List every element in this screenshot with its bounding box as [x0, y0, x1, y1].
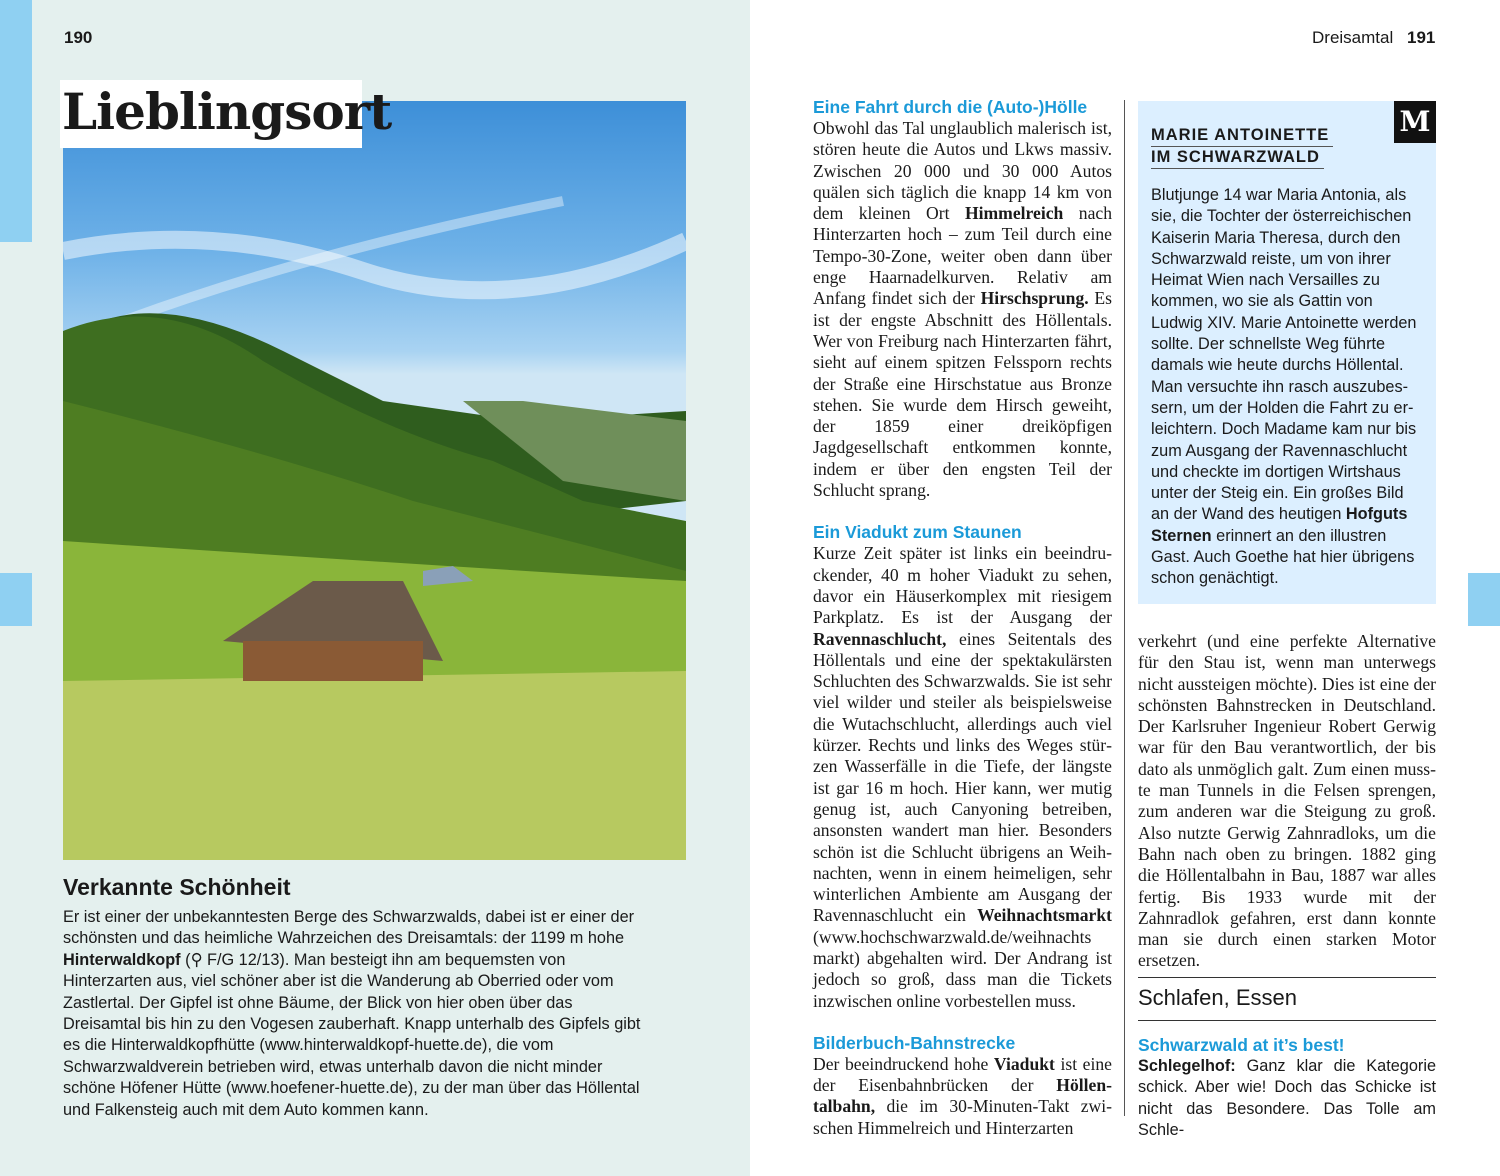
subsection-body — [813, 1054, 1112, 1139]
chapter-tab — [0, 0, 32, 242]
running-header: Dreisamtal — [1312, 28, 1394, 47]
page-number: 190 — [64, 28, 93, 47]
section-title: Schlafen, Essen — [1138, 985, 1297, 1010]
text-run: Obwohl das Tal unglaublich malerisch ist, stören heute die Autos und Lkws massiv. Zwischen 20 000 und 30 000 Autos quälen sich täglich die knapp 14 km von dem kleinen Ort — [813, 118, 1112, 224]
section-body — [63, 907, 653, 1121]
divider — [1138, 977, 1436, 978]
text-run: erinnert an den illustren Gast. Auch Goethe hat hier übrigens schon genächtigt. — [1151, 526, 1415, 588]
bold-term: Himmelreich — [964, 203, 1064, 224]
text-run: Es ist der engste Abschnitt des Höllentals. Wer von Freiburg nach Hinterzarten fährt, sieht auf einem spitzen Felssporn rechts der Straße eine Hirschstatue aus Bronze stehen. Sie wurde dem Hirsch geweiht, der 1859 einer dreiköpfigen Jagdgesellschaft entkommen konnte, indem er über den engsten Teil der Schlucht sprang. — [813, 288, 1113, 501]
listing-heading: Schwarzwald at it’s best! — [1138, 1035, 1345, 1055]
info-box-title — [1151, 125, 1333, 169]
info-box-title-line: MARIE ANTOINETTE — [1151, 125, 1333, 147]
text-run: Kurze Zeit später ist links ein beeindruckender, 40 m hoher Viadukt zu sehen, davor ein Häuserkomplex mit riesigem Parkplatz. Es ist der Ausgang der — [813, 543, 1112, 628]
bold-term: Ravennaschlucht, — [813, 628, 947, 649]
text-run: die im 30-Minuten-Takt zwischen Himmelreich und Hinterzarten — [813, 1096, 1112, 1138]
map-pin-icon: ⚲ — [190, 950, 203, 969]
subsection-heading: Bilderbuch-Bahnstrecke — [813, 1032, 1016, 1053]
listing — [1138, 1035, 1436, 1141]
text-run: ( — [180, 950, 191, 969]
middle-column — [813, 97, 1112, 1139]
info-box — [1138, 101, 1436, 604]
bold-term: Weihnachtsmarkt — [977, 905, 1112, 926]
landscape-photo — [63, 101, 686, 860]
right-column-text: verkehrt (und eine perfekte Alternative für den Stau ist, wenn man unterwegs nicht aussteigen möchte). Dies ist eine der schönsten Bahnstrecken in Deutschland. Der Karlsruher Ingenieur Robert Gerwig war für den Bau verantwortlich, der bis dato als unmöglich galt. Zum einen musste man Tunnels in die Felsen sprengen, zum anderen war die Steigung zu groß. Also nutzte Gerwig Zahnradloks, um die Bahn nach oben zu bringen. 1882 ging die Höllentalbahn in Bau, 1887 war alles fertig. Bis 1933 wurde mit der Zahnradlok gefahren, erst dann konnte man sie durch einen starken Motor ersetzen. — [1138, 631, 1436, 971]
text-run: Er ist einer der unbekanntesten Berge des Schwarzwalds, dabei ist er einer der schönsten und das heimliche Wahrzeichen des Dreisamtals: der 1199 m hohe — [63, 908, 635, 948]
page-number: 191 — [1407, 28, 1436, 47]
subsection-body — [813, 118, 1112, 501]
bold-term: Hofguts Sternen — [1151, 505, 1408, 545]
text-run: Ganz klar die Kategorie schick. Aber wie! Doch das Schicke ist nicht das Besondere. Das Tolle am Schle- — [1138, 1057, 1436, 1139]
page-title: Lieblingsort — [60, 80, 362, 148]
divider — [1138, 1020, 1436, 1021]
subsection-heading: Eine Fahrt durch die (Auto-)Hölle — [813, 97, 1088, 117]
bold-term: Hirschsprung. — [980, 288, 1089, 309]
text-run: (www.hochschwarzwald.de/weihnachts markt) abgehalten wird. Der Andrang ist jedoch so groß, dass man die Tickets inzwischen online vorbestellen muss. — [813, 926, 1112, 1011]
marco-polo-m-icon: M — [1394, 101, 1436, 143]
listing-text — [1138, 1056, 1436, 1141]
bold-term: Höllentalbahn, — [813, 1075, 1112, 1117]
text-run: Blutjunge 14 war Maria Antonia, als sie, die Tochter der österreichischen Kaiserin Maria Theresa, durch den Schwarzwald reiste, um von ihrer Heimat Wien nach Versailles zu kommen, wo sie als Gattin von Ludwig XIV. Marie Antoinette werden sollte. Der schnellste Weg führte damals wie heute durchs Höllental. Man versuchte ihn rasch auszubessern, um der Holden die Fahrt zu erleichtern. Doch Madame kam nur bis zum Ausgang der Ravennaschlucht und checkte im dortigen Wirtshaus unter der Steig ein. Ein großes Bild an der Wand des heutigen — [1151, 186, 1417, 524]
subsection-heading: Ein Viadukt zum Staunen — [813, 522, 1022, 543]
section-heading: Verkannte Schönheit — [63, 874, 291, 900]
thumb-tab — [1468, 573, 1500, 626]
info-box-body — [1151, 185, 1424, 590]
column-divider — [1124, 100, 1125, 1116]
text-run: Der beeindruckend hohe — [813, 1053, 994, 1074]
text-run: F/G 12/13). Man besteigt ihn am bequemsten von Hinterzarten aus, viel schöner aber ist die Wanderung ab Oberried oder vom Zastlertal. Der Gipfel ist ohne Bäume, der Blick von hier oben über das Dreisamtal bis hin zu den Vogesen zauberhaft. Knapp unterhalb des Gipfels gibt es die Hinterwaldkopfhütte (www.hinterwaldkopf-huette.de), die vom Schwarzwaldverein betrieben wird, etwas unterhalb davon die nicht minder schöne Höfener Hütte (www.hoefener-huette.de), zu der man über das Höllental und Falkensteig auch mit dem Auto kommen kann. — [63, 950, 641, 1119]
bold-term: Viadukt — [993, 1053, 1055, 1074]
text-run: eines Seitentals des Höllentals und eine der spektakulärsten Schluchten des Schwarzwalds. Sie ist sehr viel wilder und steiler als beispielsweise die Wutachschlucht, allerdings auch viel kürzer. Rechts und links des Weges stürzen Wasserfälle in die Tiefe, der längste ist gar 16 m hoch. Hier kann, wer mutig genug ist, auch Canyoning betreiben, ansonsten wandert man hier. Besonders schön ist die Schlucht übrigens an Weihnachten, wenn in einem heimeligen, sehr winterlichen Ambiente am Ausgang der Ravennaschlucht ein — [813, 628, 1112, 926]
subsection-body — [813, 543, 1112, 1012]
thumb-tab — [0, 573, 32, 626]
bold-term: Hinterwaldkopf — [63, 950, 181, 969]
info-box-title-line: IM SCHWARZWALD — [1151, 147, 1324, 169]
text-run: nach Hinterzarten hoch – zum Teil durch eine Tempo-30-Zone, weiter oben dann über enge Haarnadelkurven. Relativ am Anfang findet sich der — [813, 203, 1112, 309]
text-run: ist eine der Eisenbahnbrücken der — [813, 1053, 1112, 1096]
bold-term: Schlegelhof: — [1138, 1057, 1236, 1075]
